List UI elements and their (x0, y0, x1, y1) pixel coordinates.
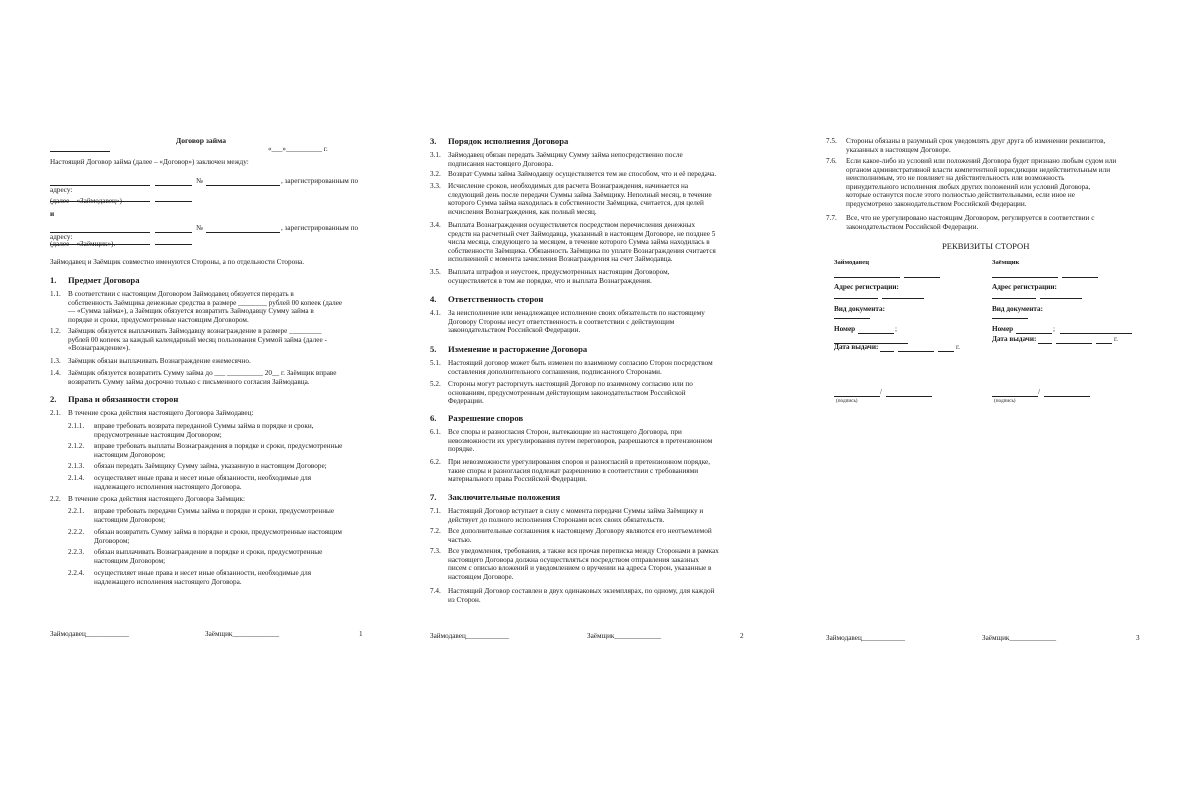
section-heading (50, 394, 360, 405)
clause-text: вправе требовать выплаты Вознаграждения в порядке и сроки, предусмотренные настоящим Договором; (94, 442, 343, 459)
clause (430, 221, 746, 265)
clause (50, 369, 360, 387)
clause (430, 170, 746, 180)
requisites-title: РЕКВИЗИТЫ СТОРОН (942, 241, 1030, 251)
lender-issue-date-label: Дата выдачи: (834, 343, 879, 351)
clause-text: Исчисление сроков, необходимых для расчета Вознаграждения, начинается на следующий день после передачи Суммы займа Заёмщику. Неполный месяц, в течение которого Сумма займа находилась в собственности Заёмщика, считается, для целей исчисления Вознаграждения, как полный месяц. (448, 182, 712, 216)
clause-text: За неисполнение или ненадлежащее исполнение своих обязательств по настоящему Договору Стороны несут ответственность в соответствии с действующим законодательством Российской Федерации. (448, 309, 705, 335)
subclause (68, 569, 360, 587)
party-blank (155, 185, 192, 186)
clause-text: Если какое-либо из условий или положений Договора будет признано любым судом или органом административной власти компетентной юрисдикции недействительным или неисполнимым, это не повлияет на действительность или возможность принудительного исполнения любых других положений или условий Договора, которые останутся после этого полностью действительными, если иное не предусмотрено законодательством Российской Федерации. (846, 157, 1117, 208)
lender-date-year-blank (938, 351, 954, 352)
section-title: Изменение и расторжение Договора (448, 344, 588, 354)
city-blank (50, 151, 110, 152)
borrower-id-doc-label: Вид документа: (992, 305, 1043, 313)
clause-text: Настоящий Договор вступает в силу с момента передачи Суммы займа Заёмщику и действует до полного исполнения Сторонами всех своих обязательств. (448, 507, 704, 524)
borrower-signature-caption: (подпись) (994, 398, 1016, 404)
clause-number: 3.1. (430, 151, 441, 159)
clause (430, 587, 746, 605)
clause (430, 458, 746, 485)
clause-number: 2.1.1. (68, 422, 85, 430)
clause-number: 3.5. (430, 268, 441, 276)
section-heading (430, 344, 750, 355)
clause-text: Настоящий Договор составлен в двух одинаковых экземплярах, по одному, для каждой из Сторон. (448, 587, 715, 604)
document-title: Договор займа (176, 136, 226, 145)
section-title: Разрешение споров (448, 413, 524, 423)
clause-number: 5.1. (430, 359, 441, 367)
clause-text: В течение срока действия настоящего Договора Займодавец: (68, 409, 254, 417)
lender-year-suffix: г. (956, 343, 960, 351)
separator-semicolon: ; (1053, 325, 1055, 333)
section-heading (430, 413, 750, 424)
lender-alias: (далее – «Займодавец») (50, 197, 122, 205)
lender-signature-name-blank (886, 396, 932, 397)
lender-name-blank (834, 277, 900, 278)
clause-text: осуществляет иные права и несет иные обязанности, необходимые для надлежащего исполнения настоящего Договора. (94, 569, 311, 586)
section-heading (430, 136, 750, 147)
section-title: Порядок исполнения Договора (448, 136, 569, 146)
clause-number: 6.2. (430, 458, 441, 466)
clause-text: обязан передать Заёмщику Сумму займа, указанную в настоящем Договоре; (94, 462, 327, 470)
borrower-name-blank-2 (1062, 277, 1098, 278)
party-number-blank (206, 232, 280, 233)
address-label: адресу: (50, 233, 73, 241)
clause-text: В течение срока действия настоящего Договора Заёмщик: (68, 495, 246, 503)
clause-number: 5.2. (430, 380, 441, 388)
clause-text: Настоящий договор может быть изменен по взаимному согласию Сторон посредством составления дополнительного соглашения, подписанного Сторонами. (448, 359, 713, 376)
clause-number: 3.4. (430, 221, 441, 229)
clause-number: 7.3. (430, 547, 441, 555)
clause-text: Займодавец обязан передать Заёмщику Сумму займа непосредственно после подписания настоящего Договора. (448, 151, 683, 168)
clause-number: 1.1. (50, 290, 61, 298)
party-number-label: № (196, 177, 203, 185)
borrower-alias: (далее – «Заёмщик»). (50, 240, 116, 248)
borrower-reg-address-label: Адрес регистрации: (992, 283, 1057, 291)
footer-lender-signature: Займодавец____________ (826, 634, 905, 642)
clause-number: 2.2.3. (68, 548, 85, 556)
clause-number: 7.5. (826, 137, 837, 145)
clause-number: 2.1.4. (68, 474, 85, 482)
borrower-number-label: Номер (992, 325, 1014, 333)
address-blank-2 (155, 244, 192, 245)
clause-number: 7.4. (430, 587, 441, 595)
page-number: 1 (359, 630, 363, 638)
clause-number: 2.2. (50, 495, 61, 503)
document-page-1 (0, 0, 400, 800)
footer-lender-signature: Займодавец____________ (430, 632, 509, 640)
subclause (68, 528, 360, 546)
clause-number: 2.1.2. (68, 442, 85, 450)
clause-text: Возврат Суммы займа Займодавцу осуществляется тем же способом, что и её передача. (448, 170, 717, 178)
clause (430, 268, 746, 286)
and-text: и (50, 210, 55, 218)
section-heading (430, 492, 750, 503)
borrower-id-doc-blank (992, 318, 1028, 319)
clause-number: 2.1. (50, 409, 61, 417)
footer-borrower-signature: Заёмщик_____________ (587, 632, 662, 640)
clause-number: 7.1. (430, 507, 441, 515)
section-number: 5. (430, 344, 437, 354)
borrower-name-blank (992, 277, 1058, 278)
borrower-address-blank-2 (1040, 298, 1082, 299)
section-heading (50, 275, 360, 286)
borrower-year-suffix: г. (1114, 335, 1118, 343)
clause (50, 495, 360, 505)
clause-number: 2.2.2. (68, 528, 85, 536)
intro-text: Настоящий Договор займа (далее – «Договор») заключен между: (50, 158, 249, 166)
address-label: адресу: (50, 186, 73, 194)
clause-text: Все, что не урегулировано настоящим Договором, регулируется в соответствии с законодательством Российской Федерации. (846, 214, 1095, 231)
clause (430, 380, 746, 407)
clause-number: 3.2. (430, 170, 441, 178)
clause-number: 1.3. (50, 357, 61, 365)
subclause (68, 548, 360, 566)
lender-id-doc-label: Вид документа: (834, 305, 885, 313)
clause-number: 2.1.3. (68, 462, 85, 470)
clause-text: Стороны могут расторгнуть настоящий Договор по взаимному согласию или по основаниям, предусмотренным действующим законодательством Российской Федерации. (448, 380, 693, 406)
clause-number: 3.3. (430, 182, 441, 190)
section-title: Заключительные положения (448, 492, 561, 502)
clause-number: 1.2. (50, 327, 61, 335)
subclause (68, 422, 360, 440)
parties-note: Займодавец и Заёмщик совместно именуются Стороны, а по отдельности Сторона. (50, 258, 305, 266)
section-number: 1. (50, 275, 57, 285)
clause-text: Заёмщик обязан выплачивать Вознаграждение ежемесячно. (68, 357, 251, 365)
party-number-blank (206, 185, 280, 186)
clause-number: 2.2.1. (68, 507, 85, 515)
section-title: Ответственность сторон (448, 294, 544, 304)
clause-text: Все уведомления, требования, а также вся прочая переписка между Сторонами в рамках настоящего Договора должна осуществляться посредством отправления заказных писем с описью вложений и уведомлением о вручении на адреса Сторон, указанные в настоящем Договоре. (448, 547, 719, 581)
separator-semicolon: ; (895, 325, 897, 333)
party-registered-text: , зарегистрированным по (281, 224, 359, 232)
borrower-issue-date-label: Дата выдачи: (992, 335, 1037, 343)
clause (50, 357, 360, 367)
lender-reg-address-label: Адрес регистрации: (834, 283, 899, 291)
separator-slash: / (880, 388, 882, 396)
lender-id-doc-blank (834, 318, 870, 319)
document-page-3 (800, 0, 1200, 800)
clause-text: При невозможности урегулирования споров и разногласий в претензионном порядке, такие споры и разногласия подлежат разрешению в соответствии с требованиями материального права Российской Федерации. (448, 458, 710, 484)
section-number: 6. (430, 413, 437, 423)
clause (430, 547, 746, 583)
clause (430, 182, 746, 218)
lender-number-blank (858, 333, 894, 334)
footer-borrower-signature: Заёмщик_____________ (982, 634, 1057, 642)
section-heading (430, 294, 750, 305)
clause (50, 327, 360, 354)
clause-number: 1.4. (50, 369, 61, 377)
borrower-number-blank (1016, 333, 1052, 334)
clause-number: 2.2.4. (68, 569, 85, 577)
document-page-2 (400, 0, 800, 800)
clause (430, 151, 746, 169)
clause-text: вправе требовать передачи Суммы займа в порядке и сроки, предусмотренные настоящим Договором; (94, 507, 335, 524)
clause-text: В соответствии с настоящим Договором Займодавец обязуется передать в собственность Заёмщика денежные средства в размере ________ рублей 00 копеек (далее — «Сумма займа»), а Заёмщик обязуется возвратить Займодавцу Сумму займа в порядке и сроки, предусмотренные настоящим Договором. (68, 290, 343, 324)
clause (430, 527, 746, 545)
borrower-date-day-blank (1038, 343, 1052, 344)
section-number: 3. (430, 136, 437, 146)
borrower-heading: Заёмщик (992, 259, 1020, 266)
separator-slash: / (1038, 388, 1040, 396)
section-number: 7. (430, 492, 437, 502)
clause-text: Стороны обязаны в разумный срок уведомлять друг друга об изменении реквизитов, указанных в настоящем Договоре. (846, 137, 1106, 154)
subclause (68, 474, 360, 492)
section-number: 2. (50, 394, 57, 404)
clause-number: 7.2. (430, 527, 441, 535)
lender-address-blank-2 (882, 298, 924, 299)
page-number: 3 (1136, 634, 1140, 642)
clause-text: Выплата штрафов и неустоек, предусмотренных настоящим Договором, осуществляется в том же порядке, что и выплата Вознаграждения. (448, 268, 670, 285)
section-number: 4. (430, 294, 437, 304)
clause-text: Все дополнительные соглашения к настоящему Договору являются его неотъемлемой частью. (448, 527, 712, 544)
clause (430, 507, 746, 525)
lender-address-blank (834, 298, 878, 299)
subclause (68, 442, 360, 460)
lender-number-label: Номер (834, 325, 856, 333)
lender-date-month-blank (898, 351, 934, 352)
footer-borrower-signature: Заёмщик_____________ (205, 630, 280, 638)
clause-text: осуществляет иные права и несет иные обязанности, необходимые для надлежащего исполнения настоящего Договора. (94, 474, 311, 491)
clause (430, 359, 746, 377)
clause-number: 7.7. (826, 214, 837, 222)
clause-number: 6.1. (430, 428, 441, 436)
borrower-address-blank (992, 298, 1036, 299)
party-blank (155, 232, 192, 233)
clause (826, 214, 1142, 232)
clause-text: обязан возвратить Сумму займа в порядке и сроки, предусмотренные настоящим Договором; (94, 528, 342, 545)
borrower-date-month-blank (1056, 343, 1092, 344)
clause (826, 157, 1142, 210)
clause-text: Все споры и разногласия Сторон, вытекающие из настоящего Договора, при невозможности их урегулирования путем переговоров, разрешаются в претензионном порядке. (448, 428, 713, 454)
borrower-date-year-blank (1096, 343, 1112, 344)
borrower-number-blank-2 (1060, 333, 1132, 334)
party-registered-text: , зарегистрированным по (281, 177, 359, 185)
lender-name-blank-2 (904, 277, 940, 278)
clause-number: 7.6. (826, 157, 837, 165)
section-title: Предмет Договора (68, 275, 140, 285)
borrower-signature-name-blank (1044, 396, 1090, 397)
address-blank-2 (155, 201, 192, 202)
subclause (68, 462, 360, 472)
section-title: Права и обязанности сторон (68, 394, 179, 404)
lender-date-day-blank (880, 351, 894, 352)
clause (50, 290, 360, 326)
clause (826, 137, 1142, 155)
clause (50, 409, 360, 419)
clause-text: Выплата Вознаграждения осуществляется посредством перечисления денежных средств на расчетный счет Займодавца, указанный в настоящем Договоре, не позднее 5 числа месяца, следующего за месяцем, в течение которого Сумма займа находилась в собственности Заёмщика. Обязанность Заёмщика по уплате Вознаграждения считается исполненной с момента зачисления Вознаграждения на счет Займодавца. (448, 221, 716, 264)
lender-signature-caption: (подпись) (836, 398, 858, 404)
clause-text: обязан выплачивать Вознаграждение в порядке и сроки, предусмотренные настоящим Договором; (94, 548, 323, 565)
party-number-label: № (196, 224, 203, 232)
clause-number: 4.1. (430, 309, 441, 317)
lender-heading: Займодавец (834, 259, 870, 266)
date-field: «___»__________ г. (268, 145, 328, 153)
page-number: 2 (740, 632, 744, 640)
subclause (68, 507, 360, 525)
clause (430, 309, 746, 336)
footer-lender-signature: Займодавец____________ (50, 630, 129, 638)
clause (430, 428, 746, 455)
clause-text: Заёмщик обязуется выплачивать Займодавцу вознаграждение в размере _________ рублей 00 копеек за каждый календарный месяц пользования Суммой займа (далее - «Вознаграждение»). (68, 327, 327, 353)
clause-text: вправе требовать возврата переданной Суммы займа в порядке и сроки, предусмотренные настоящим Договором; (94, 422, 314, 439)
clause-text: Заёмщик обязуется возвратить Сумму займа до ___ __________ 20__ г. Заёмщик вправе возвратить Сумму займа досрочно только с письменного согласия Займодавца. (68, 369, 337, 386)
